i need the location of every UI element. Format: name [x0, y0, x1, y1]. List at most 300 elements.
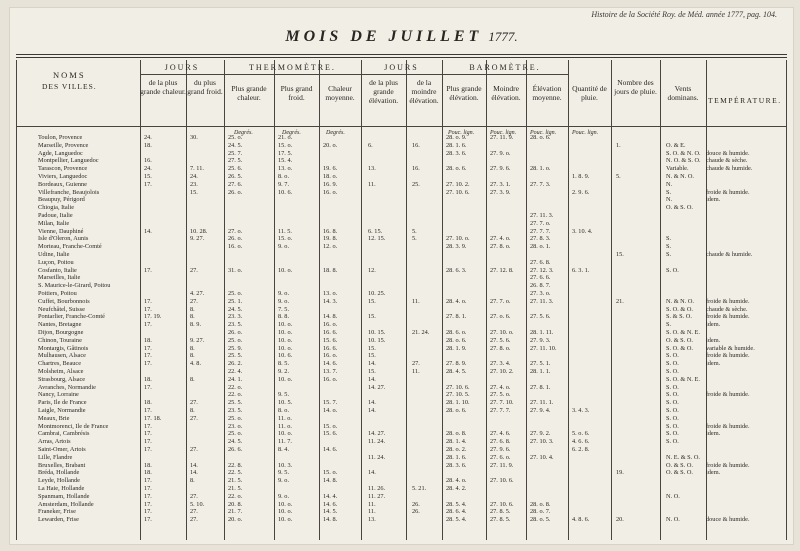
- ville-name: Luçon, Poitou: [38, 258, 74, 266]
- cell-vents: S. O.: [666, 368, 679, 375]
- cell-t3: 14. o.: [323, 407, 338, 414]
- cell-p: 6. 3. 1.: [572, 266, 590, 274]
- cell-c1: 17.: [144, 383, 152, 391]
- col-quantite-pluie: Quantité de pluie.: [572, 84, 607, 102]
- cell-c2: 8.: [190, 313, 195, 321]
- cell-t3: 14. 4.: [323, 492, 338, 500]
- ville-name: Avranches, Normandie: [38, 383, 96, 391]
- ville-name: Chinon, Touraine: [38, 336, 82, 344]
- title-year: 1777.: [488, 29, 518, 44]
- cell-b1: 28. 1. 10.: [446, 399, 470, 407]
- cell-vents: S. & S. O.: [666, 313, 692, 321]
- col-temperature: TEMPÉRATURE.: [708, 96, 782, 105]
- ville-name: Chartres, Beauce: [38, 360, 82, 368]
- cell-t3: 14. 8.: [323, 516, 338, 524]
- cell-e1: 14.: [368, 407, 376, 414]
- cell-b2: 27. 6. o.: [490, 453, 511, 461]
- ville-name: Nancy, Lorraine: [38, 391, 79, 399]
- cell-c2: 7. 11.: [190, 165, 204, 173]
- ville-name: Montpellier, Languedoc: [38, 157, 99, 165]
- cell-t1: 25. o.: [228, 134, 243, 141]
- ville-name: Arras, Artois: [38, 438, 71, 446]
- cell-vents: S. O. & N. E.: [666, 329, 700, 336]
- cell-c2: 23.: [190, 180, 198, 188]
- table-row: [16, 282, 787, 290]
- col-nombre-jours-pluie: Nombre des jours de pluie.: [614, 78, 657, 96]
- cell-t2: 9. 2.: [278, 368, 290, 375]
- cell-c2: 4. 27.: [190, 290, 205, 297]
- col-elevation-moyenne: Élévation moyenne.: [532, 84, 562, 102]
- cell-temperature: idem.: [706, 336, 721, 344]
- cell-b3: 28. 1. 11.: [530, 329, 554, 336]
- col-noms: NOMS DES VILLES.: [42, 70, 97, 91]
- cell-n: 15.: [616, 251, 624, 258]
- cell-b2: 27. 4. o.: [490, 383, 511, 391]
- cell-vents: S.: [666, 321, 672, 329]
- cell-c2: 27.: [190, 399, 198, 407]
- table-row: [16, 493, 787, 501]
- ville-name: Chiogia, Italie: [38, 204, 75, 212]
- cell-b2: 27. 10. o.: [490, 329, 514, 336]
- cell-b3: 28. o. 7.: [530, 508, 551, 516]
- cell-t1: 20. o.: [228, 516, 243, 524]
- col-jour-elevation: de la plus grande élévation.: [368, 78, 399, 105]
- cell-b2: 27. 5. o.: [490, 391, 511, 399]
- col-vents: Vents dominans.: [667, 84, 699, 102]
- ville-name: Bruxelles, Brabant: [38, 461, 86, 469]
- cell-b1: 28. 4. o.: [446, 477, 467, 485]
- cell-t3: 14. 6.: [323, 446, 338, 453]
- cell-b1: 28. 6. 3.: [446, 266, 467, 274]
- cell-vents: S.: [666, 188, 672, 196]
- cell-c2: 8.: [190, 477, 195, 485]
- cell-c2: 8.: [190, 344, 195, 352]
- cell-b3: 27. 10. 4.: [530, 453, 554, 461]
- cell-n: 1.: [616, 141, 621, 149]
- cell-e1: 14.: [368, 469, 376, 477]
- cell-t1: 23. 5.: [228, 407, 243, 414]
- cell-vents: N. O.: [666, 516, 680, 524]
- cell-c2: 8.: [190, 407, 195, 414]
- cell-e2: 11.: [412, 368, 420, 375]
- cell-b3: 28. o. 8.: [530, 500, 551, 508]
- cell-e1: 11. 27.: [368, 492, 386, 500]
- cell-c1: 17.: [144, 297, 152, 305]
- table-row: [16, 313, 787, 321]
- ville-name: Molsheim, Alsace: [38, 368, 84, 375]
- group-rule: [361, 74, 442, 75]
- cell-c2: 27.: [190, 446, 198, 453]
- cell-vents: S. O.: [666, 391, 679, 399]
- cell-b1: 28. o. 2.: [446, 446, 467, 453]
- ville-name: Isle d'Oleron, Aunis: [38, 235, 89, 243]
- ville-name: Toulon, Provence: [38, 134, 83, 141]
- cell-b3: 27. 6. 6.: [530, 274, 551, 282]
- table-row: [16, 150, 787, 158]
- ville-name: Tarascon, Provence: [38, 165, 88, 173]
- table-row: [16, 430, 787, 438]
- cell-t3: 16. 6.: [323, 329, 338, 336]
- cell-p: 3. 10. 4.: [572, 227, 593, 235]
- cell-n: 21.: [616, 297, 624, 305]
- cell-vents: O. & S. O.: [666, 204, 693, 212]
- group-rule: [140, 74, 224, 75]
- cell-b2: 27. 5. 6.: [490, 336, 511, 344]
- cell-vents: S. O. & N. O.: [666, 149, 701, 157]
- cell-p: 5. o. 6.: [572, 430, 590, 438]
- unit-degres: Degrés.: [282, 130, 301, 136]
- cell-e1: 6. 15.: [368, 227, 383, 235]
- table-row: [16, 423, 787, 431]
- cell-b2: 27. 11. 9.: [490, 461, 514, 469]
- cell-t1: 21. 7.: [228, 508, 243, 516]
- cell-e1: 14.: [368, 360, 376, 368]
- cell-b1: 28. o. 9.: [446, 134, 467, 141]
- cell-b2: 27. 4. 6.: [490, 430, 511, 438]
- cell-b3: 27. 8. 1.: [530, 383, 551, 391]
- ville-name: Amsterdam, Hollande: [38, 500, 94, 508]
- col-jour-froid: du plus grand froid.: [187, 78, 223, 96]
- cell-b2: 27. 10. 2.: [490, 368, 514, 375]
- cell-b2: 27. 8. o.: [490, 344, 511, 352]
- cell-t2: 10. o.: [278, 336, 293, 344]
- cell-b3: 27. 8. 3.: [530, 235, 551, 243]
- cell-t1: 26. 6.: [228, 446, 243, 453]
- cell-t1: 27. o.: [228, 227, 243, 235]
- cell-temperature: chaude & humide.: [706, 251, 753, 258]
- cell-b2: 27. 9. o.: [490, 149, 511, 157]
- cell-t1: 24. 5.: [228, 438, 243, 446]
- cell-c1: 17.: [144, 446, 152, 453]
- cell-e1: 11. 24.: [368, 438, 386, 446]
- cell-e1: 14.: [368, 399, 376, 407]
- cell-t2: 10. o.: [278, 500, 293, 508]
- cell-t2: 9. 7.: [278, 180, 290, 188]
- cell-temperature: chaude & sèche.: [706, 157, 748, 165]
- cell-temperature: froide & humide.: [706, 391, 750, 399]
- cell-b3: 27. 5. 6.: [530, 313, 551, 321]
- cell-b3: 27. 6. 8.: [530, 258, 551, 266]
- cell-e2: 5.: [412, 235, 417, 243]
- cell-t1: 22. 5.: [228, 469, 243, 477]
- cell-c1: 18.: [144, 461, 152, 469]
- table-row: [16, 321, 787, 329]
- cell-vents: N. E. & S. O.: [666, 453, 700, 461]
- ville-name: Lille, Flandre: [38, 453, 73, 461]
- ville-name: Morteau, Franche-Comté: [38, 243, 102, 251]
- cell-t3: 16. 8.: [323, 227, 338, 235]
- unit-pouc: Pouc. lign.: [448, 130, 475, 136]
- cell-b3: 27. 5. 1.: [530, 360, 551, 368]
- cell-temperature: chaude & humide.: [706, 165, 753, 173]
- cell-vents: O. & S. O.: [666, 461, 693, 469]
- cell-b1: 28. 3. 6.: [446, 149, 467, 157]
- cell-c1: 17.: [144, 422, 152, 430]
- cell-t2: 10. o.: [278, 321, 293, 329]
- cell-vents: N. O.: [666, 492, 680, 500]
- ville-name: Leyde, Hollande: [38, 477, 80, 485]
- cell-t2: 9. o.: [278, 243, 290, 251]
- cell-e1: 15.: [368, 297, 376, 305]
- cell-b1: 27. 8. 1.: [446, 313, 467, 321]
- ville-name: Poitiers, Poitou: [38, 290, 77, 297]
- cell-t2: 10. o.: [278, 329, 293, 336]
- cell-t1: 16. o.: [228, 243, 243, 251]
- table-row: [16, 220, 787, 228]
- cell-b2: 27. 3. 1.: [490, 180, 511, 188]
- table-row: [16, 189, 787, 197]
- table-row: [16, 228, 787, 236]
- ville-name: Agde, Languedoc: [38, 149, 83, 157]
- table-row: [16, 204, 787, 212]
- cell-t2: 10. o.: [278, 430, 293, 438]
- cell-t2: 15. o.: [278, 235, 293, 243]
- cell-t2: 8. o.: [278, 173, 290, 180]
- table-row: [16, 306, 787, 314]
- table-row: [16, 134, 787, 142]
- cell-c1: 15.: [144, 173, 152, 180]
- ville-name: Marseilles, Italie: [38, 274, 81, 282]
- unit-pouc: Pouc. lign.: [530, 130, 557, 136]
- cell-b1: 27. 10. o.: [446, 235, 470, 243]
- cell-b3: 27. 9. 3.: [530, 336, 551, 344]
- table-row: [16, 399, 787, 407]
- cell-b3: 28. 1. 1.: [530, 368, 551, 375]
- cell-e1: 15.: [368, 313, 376, 321]
- cell-vents: S.: [666, 251, 672, 258]
- cell-c1: 17.: [144, 508, 152, 516]
- cell-e1: 14. 27.: [368, 383, 386, 391]
- cell-temperature: douce & humide.: [706, 516, 750, 524]
- ville-name: Villefranche, Beaujolois: [38, 188, 100, 196]
- cell-e1: 12.: [368, 266, 376, 274]
- ville-name: Cosfanto, Italie: [38, 266, 77, 274]
- cell-t2: 10. o.: [278, 266, 293, 274]
- cell-b2: 27. 7. 7.: [490, 407, 511, 414]
- cell-b3: 27. 9. 2.: [530, 430, 551, 438]
- ville-name: Cuffet, Bourbonnois: [38, 297, 90, 305]
- cell-t2: 9. 5.: [278, 391, 290, 399]
- ville-name: Padoue, Italie: [38, 212, 73, 219]
- cell-b2: 27. o. 6.: [490, 313, 511, 321]
- table-row: [16, 212, 787, 220]
- table-row: [16, 165, 787, 173]
- cell-t3: 16. 9.: [323, 180, 338, 188]
- cell-t1: 24. 5.: [228, 141, 243, 149]
- ville-name: Vienne, Dauphiné: [38, 227, 84, 235]
- cell-b3: 27. 11. 1.: [530, 399, 554, 407]
- cell-c1: 17.: [144, 321, 152, 329]
- cell-temperature: idem.: [706, 469, 721, 477]
- group-jours-2: JOURS: [384, 63, 419, 72]
- cell-t2: 8. o.: [278, 407, 290, 414]
- cell-b1: 28. 3. 9.: [446, 243, 467, 251]
- top-rule: [16, 54, 787, 55]
- cell-c2: 4. 8.: [190, 360, 202, 368]
- cell-b1: 28. 1. 6.: [446, 453, 467, 461]
- cell-e2: 27.: [412, 360, 420, 368]
- cell-vents: S.: [666, 243, 672, 251]
- cell-c1: 17.: [144, 344, 152, 352]
- cell-t2: 10. o.: [278, 508, 293, 516]
- cell-c1: 17.: [144, 180, 152, 188]
- table-row: [16, 196, 787, 204]
- cell-b2: 27. 3. 4.: [490, 360, 511, 368]
- cell-t3: 16. o.: [323, 352, 338, 360]
- cell-t1: 22. 4.: [228, 368, 243, 375]
- cell-b2: 27. 12. 8.: [490, 266, 514, 274]
- cell-c1: 18.: [144, 336, 152, 344]
- table-row: [16, 384, 787, 392]
- table-row: [16, 376, 787, 384]
- table-row: [16, 391, 787, 399]
- cell-e1: 11.: [368, 508, 376, 516]
- cell-t1: 22. o.: [228, 492, 243, 500]
- cell-t2: 8. 5.: [278, 360, 290, 368]
- cell-t2: 9. o.: [278, 297, 290, 305]
- table-row: [16, 181, 787, 189]
- cell-t1: 31. o.: [228, 266, 243, 274]
- cell-vents: N.: [666, 180, 673, 188]
- table-row: [16, 298, 787, 306]
- cell-vents: S. O.: [666, 430, 679, 438]
- cell-c1: 24.: [144, 165, 152, 173]
- cell-vents: S. O.: [666, 414, 679, 422]
- cell-b1: 27. 10. 2.: [446, 180, 470, 188]
- cell-t1: 26. o.: [228, 188, 243, 196]
- top-rule-2: [16, 57, 787, 58]
- unit-degres: Degrés.: [326, 130, 345, 136]
- col-plus-grande-elevation: Plus grande élévation.: [446, 84, 482, 102]
- cell-t1: 26. o.: [228, 235, 243, 243]
- cell-t3: 14. 5.: [323, 508, 338, 516]
- cell-t1: 21. 5.: [228, 477, 243, 485]
- cell-vents: S. O.: [666, 438, 679, 446]
- cell-n: 5.: [616, 173, 621, 180]
- table-row: [16, 259, 787, 267]
- ville-name: Spanmam, Hollande: [38, 492, 90, 500]
- cell-t3: 14. 6.: [323, 500, 338, 508]
- cell-t3: 20. o.: [323, 141, 338, 149]
- cell-vents: S. O.: [666, 422, 679, 430]
- cell-temperature: froide & humide.: [706, 297, 750, 305]
- col-plus-grand-froid: Plus grand froid.: [280, 84, 313, 102]
- cell-c2: 30.: [190, 134, 198, 141]
- cell-e1: 11. 24.: [368, 453, 386, 461]
- cell-p: 2. 9. 6.: [572, 188, 590, 196]
- cell-t2: 7. 5.: [278, 305, 290, 313]
- cell-b1: 28. 5. 4.: [446, 516, 467, 524]
- cell-vents: S. O.: [666, 407, 679, 414]
- cell-b2: 27. 7. 10.: [490, 399, 514, 407]
- cell-b3: 28. 1. o.: [530, 165, 551, 173]
- ville-name: Beaupuy, Périgord: [38, 196, 85, 204]
- cell-t1: 22. o.: [228, 391, 243, 399]
- col-jour-moindre: de la moindre élévation.: [409, 78, 439, 105]
- table-row: [16, 415, 787, 423]
- cell-c2: 27.: [190, 508, 198, 516]
- cell-b1: 28. o. 8.: [446, 430, 467, 438]
- header-bottom-rule: [16, 126, 786, 127]
- ville-name: La Haie, Hollande: [38, 485, 85, 492]
- cell-c1: 17.: [144, 266, 152, 274]
- title-block: [10, 28, 793, 46]
- cell-t2: 8. 8.: [278, 313, 290, 321]
- cell-b1: 27. 10. 6.: [446, 383, 470, 391]
- cell-t1: 24. 5.: [228, 305, 243, 313]
- cell-t3: 13. 7.: [323, 368, 338, 375]
- cell-c2: 27.: [190, 297, 198, 305]
- cell-e2: 16.: [412, 165, 420, 173]
- cell-c1: 17.: [144, 477, 152, 485]
- cell-b1: 28. o. 6.: [446, 336, 467, 344]
- cell-vents: O. & S. O.: [666, 336, 693, 344]
- cell-c1: 14.: [144, 227, 152, 235]
- cell-c1: 17. 19.: [144, 313, 162, 321]
- cell-t2: 10. 3.: [278, 461, 293, 469]
- cell-temperature: idem.: [706, 430, 721, 438]
- cell-b3: 26. 8. 7.: [530, 282, 551, 290]
- cell-t1: 25. o.: [228, 336, 243, 344]
- cell-b2: 27. 8. 5.: [490, 508, 511, 516]
- cell-b1: 28. 1. 6.: [446, 141, 467, 149]
- col-plus-grande-chaleur: Plus grande chaleur.: [231, 84, 267, 102]
- cell-p: 3. 4. 3.: [572, 407, 590, 414]
- cell-b2: 27. 11. 9.: [490, 134, 514, 141]
- table-row: [16, 243, 787, 251]
- cell-b2: 27. 6. 8.: [490, 438, 511, 446]
- cell-t2: 10. o.: [278, 516, 293, 524]
- cell-e1: 12. 15.: [368, 235, 386, 243]
- cell-e1: 11. 26.: [368, 485, 386, 492]
- cell-t1: 25. o.: [228, 414, 243, 422]
- cell-vents: S. O. & O.: [666, 305, 693, 313]
- cell-c1: 17.: [144, 438, 152, 446]
- cell-b2: 27. 4. o.: [490, 235, 511, 243]
- cell-t1: 25. 6.: [228, 165, 243, 173]
- cell-c2: 5. 10.: [190, 500, 205, 508]
- cell-t3: 15. 7.: [323, 399, 338, 407]
- table-row: [16, 142, 787, 150]
- cell-p: 4. 8. 6.: [572, 516, 590, 524]
- cell-vents: S. O.: [666, 383, 679, 391]
- cell-t2: 15. 4.: [278, 157, 293, 165]
- table-row: [16, 446, 787, 454]
- cell-t1: 25. 1.: [228, 297, 243, 305]
- cell-c1: 17. 18.: [144, 414, 162, 422]
- cell-b3: 27. 10. 3.: [530, 438, 554, 446]
- cell-c1: 16.: [144, 157, 152, 165]
- cell-t2: 10. 5.: [278, 399, 293, 407]
- cell-t3: 16. o.: [323, 188, 338, 196]
- ville-name: Lewarden, Frise: [38, 516, 79, 524]
- cell-t1: 21. 5.: [228, 485, 243, 492]
- cell-e1: 14.: [368, 375, 376, 383]
- ville-name: Milan, Italie: [38, 219, 70, 227]
- cell-t2: 10. 6.: [278, 352, 293, 360]
- cell-t1: 26. 2.: [228, 360, 243, 368]
- table-row: [16, 337, 787, 345]
- cell-c2: 8.: [190, 305, 195, 313]
- cell-t3: 18. 8.: [323, 266, 338, 274]
- table-row: [16, 157, 787, 165]
- ville-name: Marseille, Provence: [38, 141, 89, 149]
- cell-temperature: froide & humide.: [706, 313, 750, 321]
- ville-name: Montmorenci, Ile de France: [38, 422, 109, 430]
- cell-b1: 28. 1. 4.: [446, 438, 467, 446]
- cell-t3: 14. 3.: [323, 297, 338, 305]
- cell-c1: 24.: [144, 134, 152, 141]
